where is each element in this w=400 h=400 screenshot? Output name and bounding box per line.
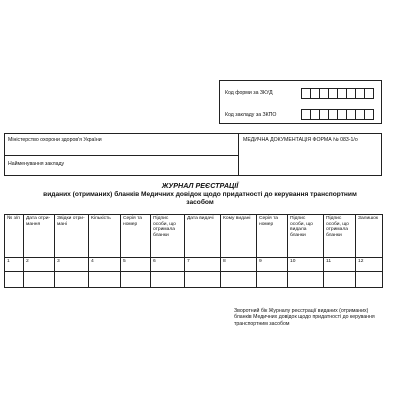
column-number: 12	[356, 258, 383, 272]
column-header: № з/п	[5, 215, 24, 258]
column-header: Залишок	[356, 215, 383, 258]
institution-label: Найменування закладу	[8, 161, 65, 167]
column-number: 6	[151, 258, 185, 272]
table-row[interactable]	[5, 272, 383, 288]
column-number: 8	[221, 258, 257, 272]
column-header: Дата видачі	[185, 215, 221, 258]
table-cell[interactable]	[288, 272, 324, 288]
column-number: 1	[5, 258, 24, 272]
journal-subtitle-line2: засобом	[186, 199, 214, 206]
column-number: 11	[324, 258, 356, 272]
column-header: Дата отримання	[24, 215, 55, 258]
table-cell[interactable]	[5, 272, 24, 288]
column-header: Підпис особи, що отримала бланки	[324, 215, 356, 258]
column-header: Звідки отримані	[55, 215, 89, 258]
document-form: МЕДИЧНА ДОКУМЕНТАЦІЯ ФОРМА № 083-1/о	[243, 137, 358, 143]
table-cell[interactable]	[55, 272, 89, 288]
note-line: Зворотний бік Журналу реєстрації виданих (отриманих)	[234, 308, 369, 314]
table-cell[interactable]	[221, 272, 257, 288]
column-header: Серія та номер	[121, 215, 151, 258]
table-cell[interactable]	[89, 272, 121, 288]
zkud-code-cells[interactable]	[302, 88, 374, 99]
divider	[5, 155, 238, 156]
column-number: 10	[288, 258, 324, 272]
ministry-name: Міністерство охорони здоров'я України	[8, 137, 102, 143]
table-cell[interactable]	[324, 272, 356, 288]
journal-title: ЖУРНАЛ РЕЄСТРАЦІЇ	[161, 181, 239, 190]
reverse-side-note	[234, 308, 375, 327]
header-box	[4, 133, 382, 176]
table-cell[interactable]	[151, 272, 185, 288]
table-cell[interactable]	[257, 272, 288, 288]
table-cell[interactable]	[185, 272, 221, 288]
column-number: 3	[55, 258, 89, 272]
column-number: 9	[257, 258, 288, 272]
column-header: Кількість	[89, 215, 121, 258]
column-number: 5	[121, 258, 151, 272]
zkud-code-label: Код форми за ЗКУД	[225, 90, 273, 96]
column-number: 2	[24, 258, 55, 272]
divider	[238, 134, 239, 175]
journal-table	[4, 214, 383, 288]
journal-subtitle-line1: виданих (отриманих) бланків Медичних довідок щодо придатності до керування транспортним	[43, 191, 357, 198]
code-cell[interactable]	[364, 88, 374, 99]
column-header: Підпис особи, що отримала бланки	[151, 215, 185, 258]
column-number: 4	[89, 258, 121, 272]
zkpo-code-cells[interactable]	[302, 109, 374, 120]
table-cell[interactable]	[356, 272, 383, 288]
table-cell[interactable]	[121, 272, 151, 288]
form-code-box	[219, 80, 382, 124]
column-number: 7	[185, 258, 221, 272]
code-cell[interactable]	[364, 109, 374, 120]
column-header: Серія та номер	[257, 215, 288, 258]
table-cell[interactable]	[24, 272, 55, 288]
column-header: Кому видані	[221, 215, 257, 258]
note-line: транспортним засобом	[234, 320, 290, 327]
column-number-row	[5, 258, 383, 272]
header-row	[5, 215, 383, 258]
zkpo-code-label: Код закладу за ЗКПО	[225, 112, 277, 118]
column-header: Підпис особи, що видала бланки	[288, 215, 324, 258]
note-line: бланків Медичних довідок щодо придатності до керування	[234, 314, 375, 321]
